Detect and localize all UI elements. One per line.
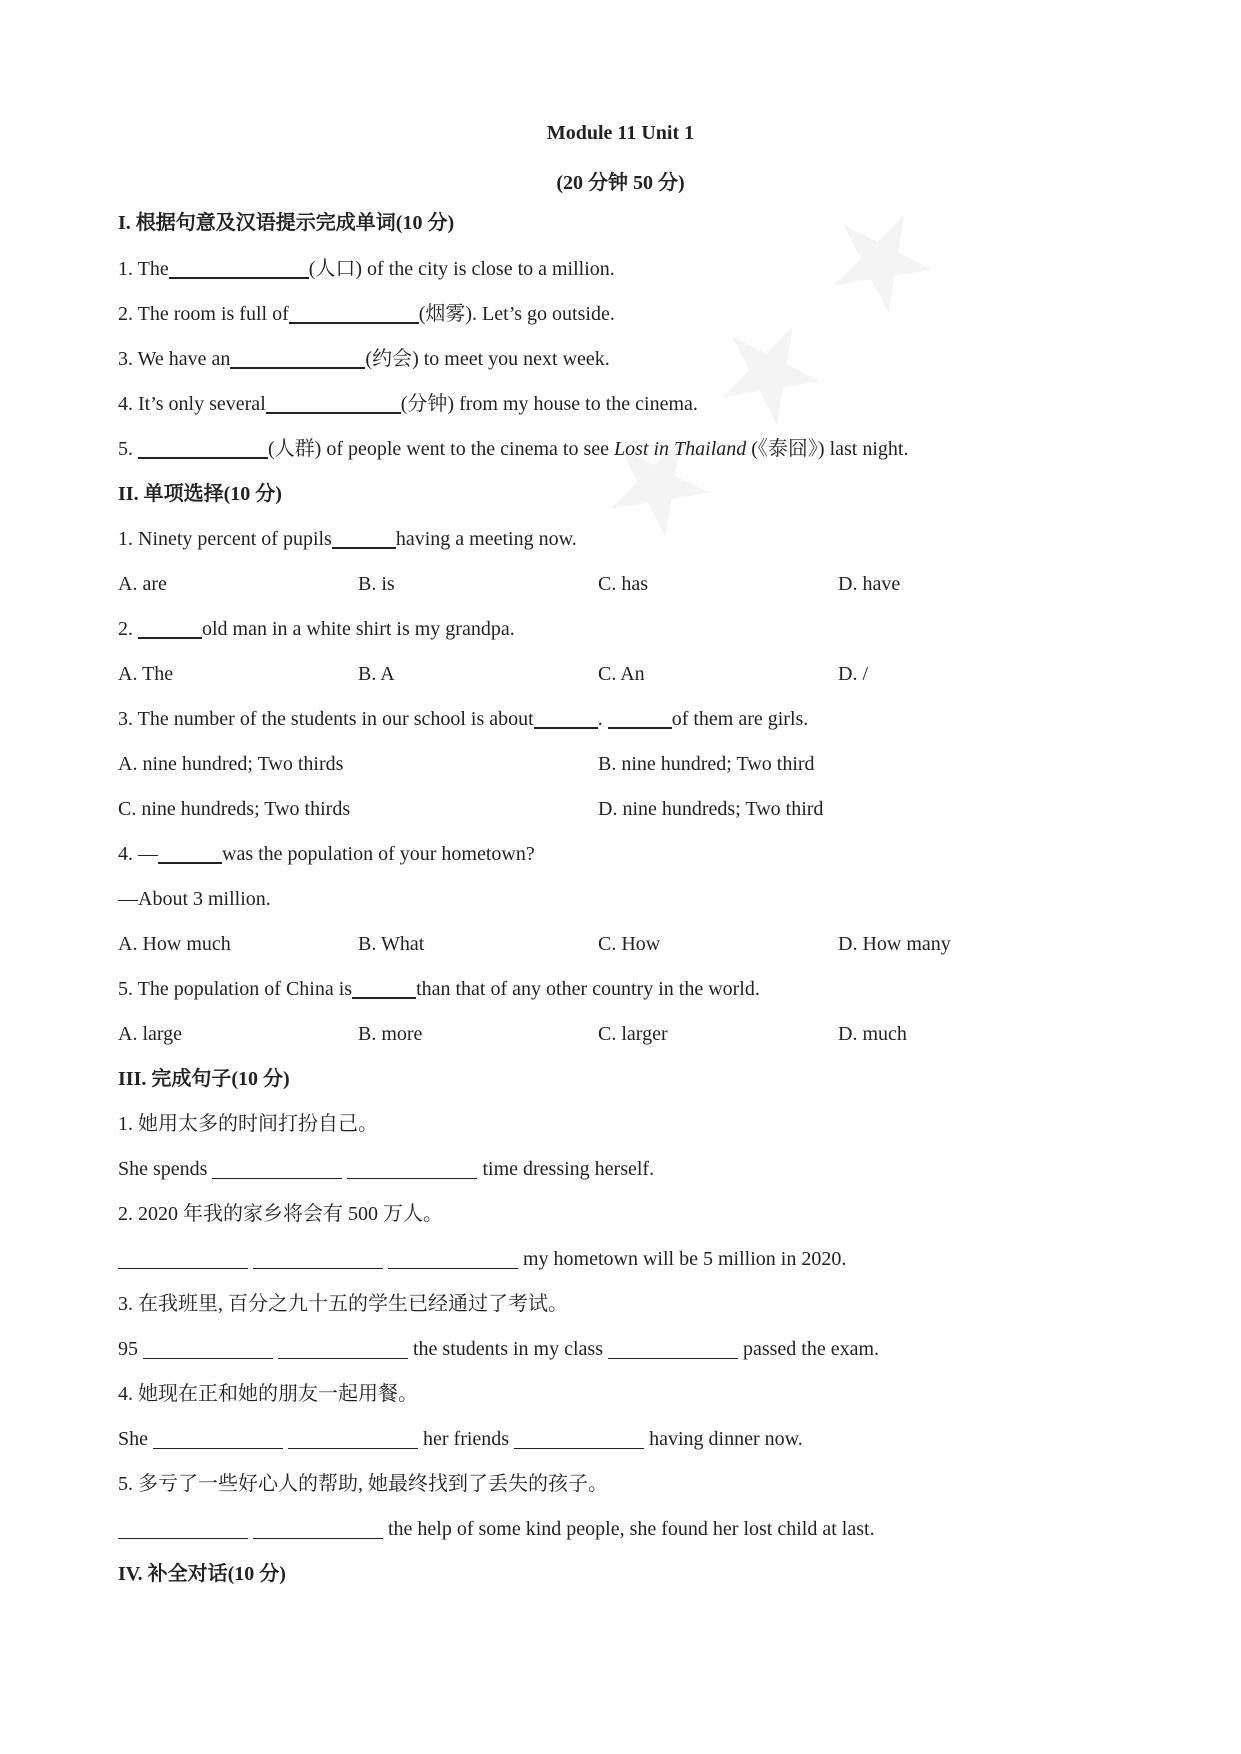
s2-q4-option-a[interactable]: A. How much — [118, 933, 231, 955]
s2-q2-option-c[interactable]: C. An — [598, 663, 645, 685]
answer-blank[interactable] — [608, 707, 672, 729]
s2-q2: 2. old man in a white shirt is my grandpa. — [118, 618, 515, 640]
s2-q1-option-d[interactable]: D. have — [838, 573, 901, 595]
s2-q2-option-d[interactable]: D. / — [838, 663, 868, 685]
answer-blank[interactable] — [352, 977, 416, 999]
answer-blank[interactable] — [138, 617, 202, 639]
s2-q3-option-b[interactable]: B. nine hundred; Two third — [598, 753, 815, 775]
section-2-heading: II. 单项选择(10 分) — [118, 483, 282, 505]
answer-blank[interactable] — [534, 707, 598, 729]
answer-blank[interactable] — [289, 302, 419, 324]
s2-q1: 1. Ninety percent of pupils having a meeting now. — [118, 528, 577, 550]
page-title: Module 11 Unit 1 — [546, 122, 695, 144]
answer-blank[interactable] — [278, 1338, 408, 1359]
s2-q4-answer: —About 3 million. — [118, 888, 271, 910]
answer-blank[interactable] — [230, 347, 365, 369]
answer-blank[interactable] — [388, 1248, 518, 1269]
s2-q5-option-d[interactable]: D. much — [838, 1023, 907, 1045]
answer-blank[interactable] — [347, 1158, 477, 1179]
answer-blank[interactable] — [212, 1158, 342, 1179]
answer-blank[interactable] — [153, 1428, 283, 1449]
answer-blank[interactable] — [253, 1248, 383, 1269]
s2-q3-option-a[interactable]: A. nine hundred; Two thirds — [118, 753, 344, 775]
s2-q4-option-c[interactable]: C. How — [598, 933, 661, 955]
answer-blank[interactable] — [332, 527, 396, 549]
s3-item-5-chinese: 5. 多亏了一些好心人的帮助, 她最终找到了丢失的孩子。 — [118, 1473, 608, 1495]
section-1-heading: I. 根据句意及汉语提示完成单词(10 分) — [118, 212, 455, 234]
answer-blank[interactable] — [608, 1338, 738, 1359]
s2-q4: 4. — was the population of your hometown? — [118, 843, 535, 865]
s2-q2-option-b[interactable]: B. A — [358, 663, 395, 685]
s3-item-4-chinese: 4. 她现在正和她的朋友一起用餐。 — [118, 1383, 418, 1405]
s2-q5-option-c[interactable]: C. larger — [598, 1023, 668, 1045]
s1-item-3: 3. We have an (约会) to meet you next week. — [118, 348, 610, 370]
s1-item-5: 5. (人群) of people went to the cinema to see Lost in Thailand (《泰囧》) last night. — [118, 438, 909, 460]
s2-q2-option-a[interactable]: A. The — [118, 663, 174, 685]
s1-item-2: 2. The room is full of (烟雾). Let’s go outside. — [118, 303, 615, 325]
answer-blank[interactable] — [253, 1518, 383, 1539]
s2-q1-option-a[interactable]: A. are — [118, 573, 167, 595]
s1-item-1: 1. The (人口) of the city is close to a million. — [118, 258, 615, 280]
section-3-heading: III. 完成句子(10 分) — [118, 1068, 290, 1090]
section-4-heading: IV. 补全对话(10 分) — [118, 1563, 286, 1585]
answer-blank[interactable] — [138, 437, 268, 459]
s2-q5-option-b[interactable]: B. more — [358, 1023, 423, 1045]
s3-item-4-english: She her friends having dinner now. — [118, 1428, 803, 1450]
s3-item-2-english: my hometown will be 5 million in 2020. — [118, 1246, 846, 1272]
answer-blank[interactable] — [514, 1428, 644, 1449]
s1-item-4: 4. It’s only several (分钟) from my house to the cinema. — [118, 393, 698, 415]
s2-q3-option-d[interactable]: D. nine hundreds; Two third — [598, 798, 824, 820]
s3-item-1-english: She spends time dressing herself. — [118, 1158, 655, 1180]
s3-item-5-english: the help of some kind people, she found her lost child at last. — [118, 1516, 875, 1542]
answer-blank[interactable] — [158, 842, 222, 864]
page-subtitle: (20 分钟 50 分) — [556, 172, 685, 194]
answer-blank[interactable] — [266, 392, 401, 414]
answer-blank[interactable] — [288, 1428, 418, 1449]
s2-q5-option-a[interactable]: A. large — [118, 1023, 183, 1045]
answer-blank[interactable] — [169, 257, 309, 279]
s2-q5: 5. The population of China is than that of any other country in the world. — [118, 978, 760, 1000]
s3-item-2-chinese: 2. 2020 年我的家乡将会有 500 万人。 — [118, 1203, 443, 1225]
s2-q3: 3. The number of the students in our school is about . of them are girls. — [118, 708, 809, 730]
watermark — [560, 164, 973, 577]
s2-q1-option-b[interactable]: B. is — [358, 573, 395, 595]
s3-item-1-chinese: 1. 她用太多的时间打扮自己。 — [118, 1113, 378, 1135]
answer-blank[interactable] — [143, 1338, 273, 1359]
s2-q4-option-b[interactable]: B. What — [358, 933, 425, 955]
s3-item-3-chinese: 3. 在我班里, 百分之九十五的学生已经通过了考试。 — [118, 1293, 568, 1315]
s2-q4-option-d[interactable]: D. How many — [838, 933, 951, 955]
answer-blank[interactable] — [118, 1518, 248, 1539]
s2-q1-option-c[interactable]: C. has — [598, 573, 648, 595]
s3-item-3-english: 95 the students in my class passed the exam. — [118, 1338, 880, 1360]
s2-q3-option-c[interactable]: C. nine hundreds; Two thirds — [118, 798, 351, 820]
answer-blank[interactable] — [118, 1248, 248, 1269]
